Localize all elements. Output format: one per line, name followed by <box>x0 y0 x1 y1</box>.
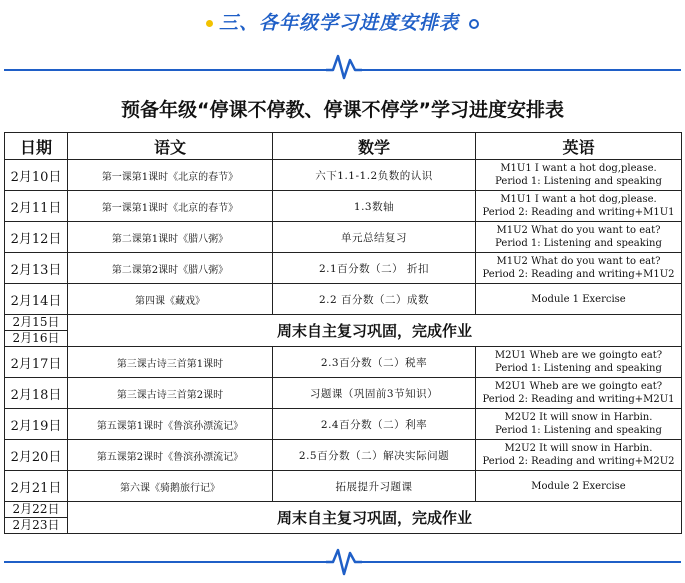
chinese-cell: 第五课第2课时《鲁滨孙漂流记》 <box>68 440 273 471</box>
table-row <box>5 409 682 440</box>
header-date: 日期 <box>5 133 68 160</box>
chinese-cell: 第四课《藏戏》 <box>68 284 273 315</box>
yellow-dot-icon <box>206 20 213 27</box>
table-row <box>5 160 682 191</box>
english-line-2: Period 2: Reading and writing+M1U2 <box>482 269 675 280</box>
math-cell: 拓展提升习题课 <box>273 471 476 502</box>
section-title-text: 三、各年级学习进度安排表 <box>218 12 459 34</box>
date-cell: 2月21日 <box>5 471 68 502</box>
table-row <box>5 191 682 222</box>
english-line-2: Period 1: Listening and speaking <box>495 425 662 436</box>
date-cell: 2月18日 <box>5 378 68 409</box>
english-line-1: M2U1 Wheb are we goingto eat? <box>494 350 663 361</box>
schedule-table-wrapper <box>4 88 681 534</box>
weekend-date-a: 2月15日 <box>5 315 67 331</box>
english-line-2: Period 1: Listening and speaking <box>495 176 662 187</box>
math-cell: 六下1.1-1.2负数的认识 <box>273 160 476 191</box>
table-row <box>5 284 682 315</box>
section-title <box>0 8 685 35</box>
math-cell: 1.3数轴 <box>273 191 476 222</box>
header-math: 数学 <box>273 133 476 160</box>
date-cell: 2月10日 <box>5 160 68 191</box>
english-cell <box>476 160 682 191</box>
chinese-cell: 第三课古诗三首第2课时 <box>68 378 273 409</box>
english-line-1: M2U1 Wheb are we goingto eat? <box>494 381 663 392</box>
table-row <box>5 253 682 284</box>
date-cell: 2月14日 <box>5 284 68 315</box>
weekend-date-cell <box>5 502 68 534</box>
english-line-2: Period 2: Reading and writing+M2U1 <box>482 394 675 405</box>
section-header <box>0 0 685 80</box>
english-cell <box>476 222 682 253</box>
header-row <box>5 133 682 160</box>
weekend-row <box>5 502 682 534</box>
chinese-cell: 第六课《骑鹅旅行记》 <box>68 471 273 502</box>
weekend-note: 周末自主复习巩固，完成作业 <box>68 315 682 347</box>
english-line-2: Period 1: Listening and speaking <box>495 363 662 374</box>
english-line-2: Period 2: Reading and writing+M2U2 <box>482 456 675 467</box>
date-cell: 2月12日 <box>5 222 68 253</box>
heartbeat-divider-top <box>0 50 685 80</box>
ring-dot-icon <box>469 19 479 29</box>
weekend-note: 周末自主复习巩固，完成作业 <box>68 502 682 534</box>
math-cell: 2.2 百分数（二）成数 <box>273 284 476 315</box>
english-line-2: Period 1: Listening and speaking <box>495 238 662 249</box>
heartbeat-divider-bottom <box>0 548 685 578</box>
weekend-date-b: 2月16日 <box>12 331 60 345</box>
math-cell: 2.5百分数（二）解决实际问题 <box>273 440 476 471</box>
english-line-1: Module 1 Exercise <box>531 293 626 305</box>
weekend-row <box>5 315 682 347</box>
english-line-1: M2U2 It will snow in Harbin. <box>504 412 653 423</box>
header-english: 英语 <box>476 133 682 160</box>
table-row <box>5 222 682 253</box>
table-row <box>5 471 682 502</box>
english-cell <box>476 191 682 222</box>
schedule-table <box>4 132 682 534</box>
chinese-cell: 第三课古诗三首第1课时 <box>68 347 273 378</box>
math-cell: 2.1百分数（二） 折扣 <box>273 253 476 284</box>
english-cell <box>476 378 682 409</box>
math-cell: 2.4百分数（二）利率 <box>273 409 476 440</box>
english-cell <box>476 347 682 378</box>
english-cell <box>476 284 682 315</box>
table-row <box>5 378 682 409</box>
chinese-cell: 第五课第1课时《鲁滨孙漂流记》 <box>68 409 273 440</box>
english-line-1: M1U1 I want a hot dog,please. <box>500 194 657 205</box>
weekend-date-b: 2月23日 <box>12 518 60 532</box>
chinese-cell: 第一课第1课时《北京的春节》 <box>68 160 273 191</box>
table-row <box>5 440 682 471</box>
chinese-cell: 第二课第2课时《腊八粥》 <box>68 253 273 284</box>
english-cell <box>476 440 682 471</box>
date-cell: 2月11日 <box>5 191 68 222</box>
math-cell: 习题课（巩固前3节知识） <box>273 378 476 409</box>
english-line-1: M1U2 What do you want to eat? <box>496 256 661 267</box>
english-line-1: M1U2 What do you want to eat? <box>496 225 661 236</box>
date-cell: 2月20日 <box>5 440 68 471</box>
english-line-1: M1U1 I want a hot dog,please. <box>500 163 657 174</box>
chinese-cell: 第二课第1课时《腊八粥》 <box>68 222 273 253</box>
english-cell <box>476 471 682 502</box>
english-cell <box>476 253 682 284</box>
date-cell: 2月19日 <box>5 409 68 440</box>
table-title: 预备年级“停课不停教、停课不停学”学习进度安排表 <box>121 99 564 121</box>
math-cell: 单元总结复习 <box>273 222 476 253</box>
math-cell: 2.3百分数（二）税率 <box>273 347 476 378</box>
chinese-cell: 第一课第1课时《北京的春节》 <box>68 191 273 222</box>
table-row <box>5 347 682 378</box>
weekend-date-cell <box>5 315 68 347</box>
english-line-1: Module 2 Exercise <box>531 480 626 492</box>
weekend-date-a: 2月22日 <box>5 502 67 518</box>
english-line-1: M2U2 It will snow in Harbin. <box>504 443 653 454</box>
english-line-2: Period 2: Reading and writing+M1U1 <box>482 207 675 218</box>
header-chinese: 语文 <box>68 133 273 160</box>
date-cell: 2月17日 <box>5 347 68 378</box>
english-cell <box>476 409 682 440</box>
date-cell: 2月13日 <box>5 253 68 284</box>
